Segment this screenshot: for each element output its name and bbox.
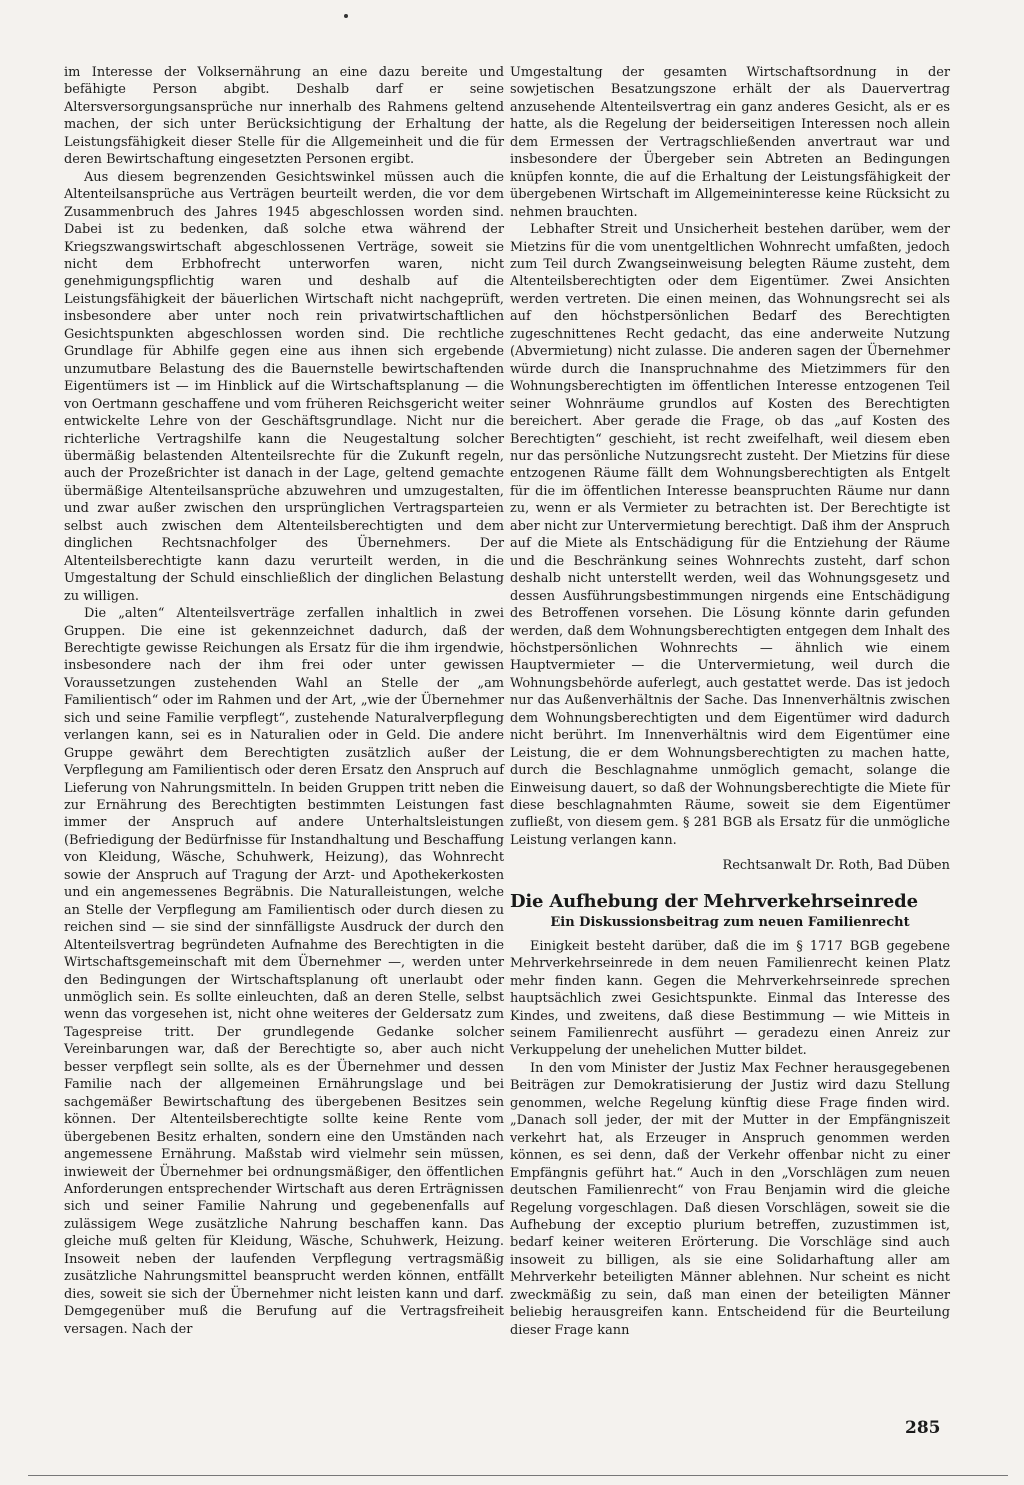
article-heading: Die Aufhebung der Mehrverkehrseinrede	[510, 890, 918, 912]
paragraph: In den vom Minister der Justiz Max Fechner herausgegebenen Beiträgen zur Demokratisierung der Justiz wird dazu Stellung genommen, welche Regelung künftig diese Frage finden wird. „Danach soll jeder, der mit der Mutter in der Empfängniszeit verkehrt hat, als Erzeuger in Anspruch genommen werden können, es sei denn, daß der Verkehr offenbar nicht zu einer Empfängnis geführt hat.“ Auch in den „Vorschlägen zum neuen deutschen Familienrecht“ von Frau Benjamin wird die gleiche Regelung vorgeschlagen. Daß diesen Vorschlägen, soweit sie die Aufhebung der exceptio plurium betreffen, zuzustimmen ist, bedarf keiner weiteren Erörterung. Die Vorschläge sind auch insoweit zu billigen, als sie eine Solidarhaftung aller am Mehrverkehr beteiligten Männer ablehnen. Nur scheint es nicht zweckmäßig zu sein, daß man einen der beteiligten Männer beliebig herausgreifen kann. Entscheidend für die Beurteilung dieser Frage kann	[510, 1060, 950, 1338]
paragraph: Aus diesem begrenzenden Gesichtswinkel müssen auch die Altenteilsansprüche aus Verträgen beurteilt werden, die vor dem Zusammenbruch des Jahres 1945 abgeschlossen worden sind. Dabei ist zu bedenken, daß solche etwa während der Kriegszwangswirtschaft abgeschlossenen Verträge, soweit sie nicht dem Erbhofrecht unterworfen waren, nicht genehmigungspflichtig waren und deshalb auf die Leistungsfähigkeit der bäuerlichen Wirtschaft nicht nachgeprüft, insbesondere aber unter noch rein privatwirtschaftlichen Gesichtspunkten abgeschlossen worden sind. Die rechtliche Grundlage für Abhilfe gegen eine aus ihnen sich ergebende unzumutbare Belastung des die Bauernstelle bewirtschaftenden Eigentümers ist — im Hinblick auf die Wirtschaftsplanung — die von Oertmann geschaffene und vom früheren Reichsgericht weiter entwickelte Lehre von der Geschäftsgrundlage. Nicht nur die richterliche Vertragshilfe kann die Neugestaltung solcher übermäßig belastenden Altenteilsrechte für die Zukunft regeln, auch der Prozeßrichter ist danach in der Lage, geltend gemachte übermäßige Altenteilsansprüche abzuwehren und umzugestalten, und zwar außer zwischen den ursprünglichen Vertragsparteien selbst auch zwischen dem Altenteilsberechtigten und dem dinglichen Rechtsnachfolger des Übernehmers. Der Altenteilsberechtigte kann dazu verurteilt werden, in die Umgestaltung der Schuld einschließlich der dinglichen Belastung zu willigen.	[64, 169, 504, 604]
paragraph: Lebhafter Streit und Unsicherheit bestehen darüber, wem der Mietzins für die vom unentgeltlichen Wohnrecht umfaßten, jedoch zum Teil durch Zwangseinweisung belegten Räume zusteht, dem Altenteilsberechtigten oder dem Eigentümer. Zwei Ansichten werden vertreten. Die einen meinen, das Wohnungsrecht sei als auf den höchstpersönlichen Bedarf des Berechtigten zugeschnittenes Recht gedacht, das eine anderweite Nutzung (Abvermietung) nicht zulasse. Die anderen sagen der Übernehmer würde durch die Inanspruchnahme des Mietzimmers für den Wohnungsberechtigten im öffentlichen Interesse entzogenen Teil seiner Wohnräume grundlos auf Kosten des Berechtigten bereichert. Aber gerade die Frage, ob das „auf Kosten des Berechtigten“ geschieht, ist recht zweifelhaft, weil diesem eben nur das persönliche Nutzungsrecht zusteht. Der Mietzins für diese entzogenen Räume fällt dem Wohnungsberechtigten als Entgelt für die im öffentlichen Interesse beanspruchten Räume nur dann zu, wenn er als Vermieter zu betrachten ist. Der Berechtigte ist aber nicht zur Untervermietung berechtigt. Daß ihm der Anspruch auf die Miete als Entschädigung für die Entziehung der Räume und die Beschränkung seines Wohnrechts zusteht, darf schon deshalb nicht unterstellt werden, weil das Wohnungsgesetz und dessen Ausführungsbestimmungen nirgends eine Entschädigung des Betroffenen vorsehen. Die Lösung könnte darin gefunden werden, daß dem Wohnungsberechtigten entgegen dem Inhalt des höchstpersönlichen Wohnrechts — ähnlich wie einem Hauptvermieter — die Untervermietung, weil durch die Wohnungsbehörde auferlegt, auch gestattet werde. Das ist jedoch nur das Außenverhältnis der Sache. Das Innenverhältnis zwischen dem Wohnungsberechtigten und dem Eigentümer wird dadurch nicht berührt. Im Innenverhältnis wird dem Eigentümer eine Leistung, die er dem Wohnungsberechtigten zu machen hatte, durch die Beschlagnahme unmöglich gemacht, solange die Einweisung dauert, so daß der Wohnungsberechtigte die Miete für diese beschlagnahmten Räume, soweit sie dem Eigentümer zufließt, von diesem gem. § 281 BGB als Ersatz für die unmögliche Leistung verlangen kann.	[510, 222, 950, 848]
paragraph: Umgestaltung der gesamten Wirtschaftsordnung in der sowjetischen Besatzungszone erhält der als Dauervertrag anzusehende Altenteilsvertrag ein ganz anderes Gesicht, als er es hatte, als die Regelung der beiderseitigen Interessen noch allein dem Ermessen der Vertragschließenden anvertraut war und insbesondere der Übergeber sein Abtreten an Bedingungen knüpfen konnte, die auf die Erhaltung der Leistungsfähigkeit der übergebenen Wirtschaft im Allgemeininteresse keine Rücksicht zu nehmen brauchten.	[510, 65, 950, 220]
paragraph: Einigkeit besteht darüber, daß die im § 1717 BGB gegebene Mehrverkehrseinrede in dem neuen Familienrecht keinen Platz mehr finden kann. Gegen die Mehrverkehrseinrede sprechen hauptsächlich zwei Gesichtspunkte. Einmal das Interesse des Kindes, und zweitens, daß diese Bestimmung — wie Mitteis in seinem Familienrecht ausführt — geradezu einen Anreiz zur Verkuppelung der unehelichen Mutter bildet.	[510, 938, 950, 1059]
left-column	[64, 64, 504, 1338]
paragraph: Die „alten“ Altenteilsverträge zerfallen inhaltlich in zwei Gruppen. Die eine ist gekennzeichnet dadurch, daß der Berechtigte gewisse Reichungen als Ersatz für die ihm irgendwie, insbesondere nach der ihm frei oder unter gewissen Voraussetzungen zustehenden Wahl an Stelle der „am Familientisch“ oder im Rahmen und der Art, „wie der Übernehmer sich und seine Familie verpflegt“, zustehende Naturalverpflegung verlangen kann, sei es in Naturalien oder in Geld. Die andere Gruppe gewährt dem Berechtigten zusätzlich außer der Verpflegung am Familientisch oder deren Ersatz den Anspruch auf Lieferung von Nahrungsmitteln. In beiden Gruppen tritt neben die zur Ernährung des Berechtigten bestimmten Leistungen fast immer der Anspruch auf andere Unterhaltsleistungen (Befriedigung der Bedürfnisse für Instandhaltung und Beschaffung von Kleidung, Wäsche, Schuhwerk, Heizung), das Wohnrecht sowie der Anspruch auf Tragung der Arzt- und Apothekerkosten und ein angemessenes Begräbnis. Die Naturalleistungen, welche an Stelle der Verpflegung am Familientisch oder durch diesen zu reichen sind — sie sind der sinnfälligste Ausdruck der durch den Altenteilsvertrag begründeten Aufnahme des Berechtigten in die Wirtschaftsgemeinschaft mit dem Übernehmer —, werden unter den Bedingungen der Wirtschaftsplanung oft unerlaubt oder unmöglich sein. Es sollte einleuchten, daß an deren Stelle, selbst wenn das vorgesehen ist, nicht ohne weiteres der Geldersatz zum Tagespreise tritt. Der grundlegende Gedanke solcher Vereinbarungen war, daß der Berechtigte so, aber auch nicht besser verpflegt sein sollte, als es der Übernehmer und dessen Familie nach der allgemeinen Ernährungslage und bei sachgemäßer Bewirtschaftung des übergebenen Besitzes sein können. Der Altenteilsberechtigte sollte keine Rente vom übergebenen Besitz erhalten, sondern eine den Umständen nach angemessene Ernährung. Maßstab wird vielmehr sein müssen, inwieweit der Übernehmer bei ordnungsmäßiger, den öffentlichen Anforderungen entsprechender Wirtschaft aus deren Erträgnissen sich und seiner Familie Nahrung und gegebenenfalls auf zulässigem Wege zusätzliche Nahrung beschaffen kann. Das gleiche muß gelten für Kleidung, Wäsche, Schuhwerk, Heizung. Insoweit neben der laufenden Verpflegung vertragsmäßig zusätzliche Nahrungsmittel beansprucht werden können, entfällt dies, soweit sie sich der Übernehmer nicht leisten kann und darf. Demgegenüber muß die Berufung auf die Vertragsfreiheit versagen. Nach der	[64, 606, 504, 1337]
right-column	[510, 64, 950, 1339]
print-speck	[344, 14, 348, 18]
article-subheading: Ein Diskussionsbeitrag zum neuen Familienrecht	[550, 915, 910, 931]
bottom-rule	[28, 1475, 1008, 1476]
author-signature: Rechtsanwalt Dr. Roth, Bad Düben	[722, 858, 950, 874]
page-number: 285	[905, 1418, 941, 1438]
paragraph: im Interesse der Volksernährung an eine dazu bereite und befähigte Person abgibt. Deshalb darf er seine Altersversorgungsansprüche nur innerhalb des Rahmens geltend machen, der sich unter Berücksichtigung der Erhaltung der Leistungsfähigkeit dieser Stelle für die Allgemeinheit und die für deren Bewirtschaftung eingesetzten Personen ergibt.	[64, 65, 504, 168]
